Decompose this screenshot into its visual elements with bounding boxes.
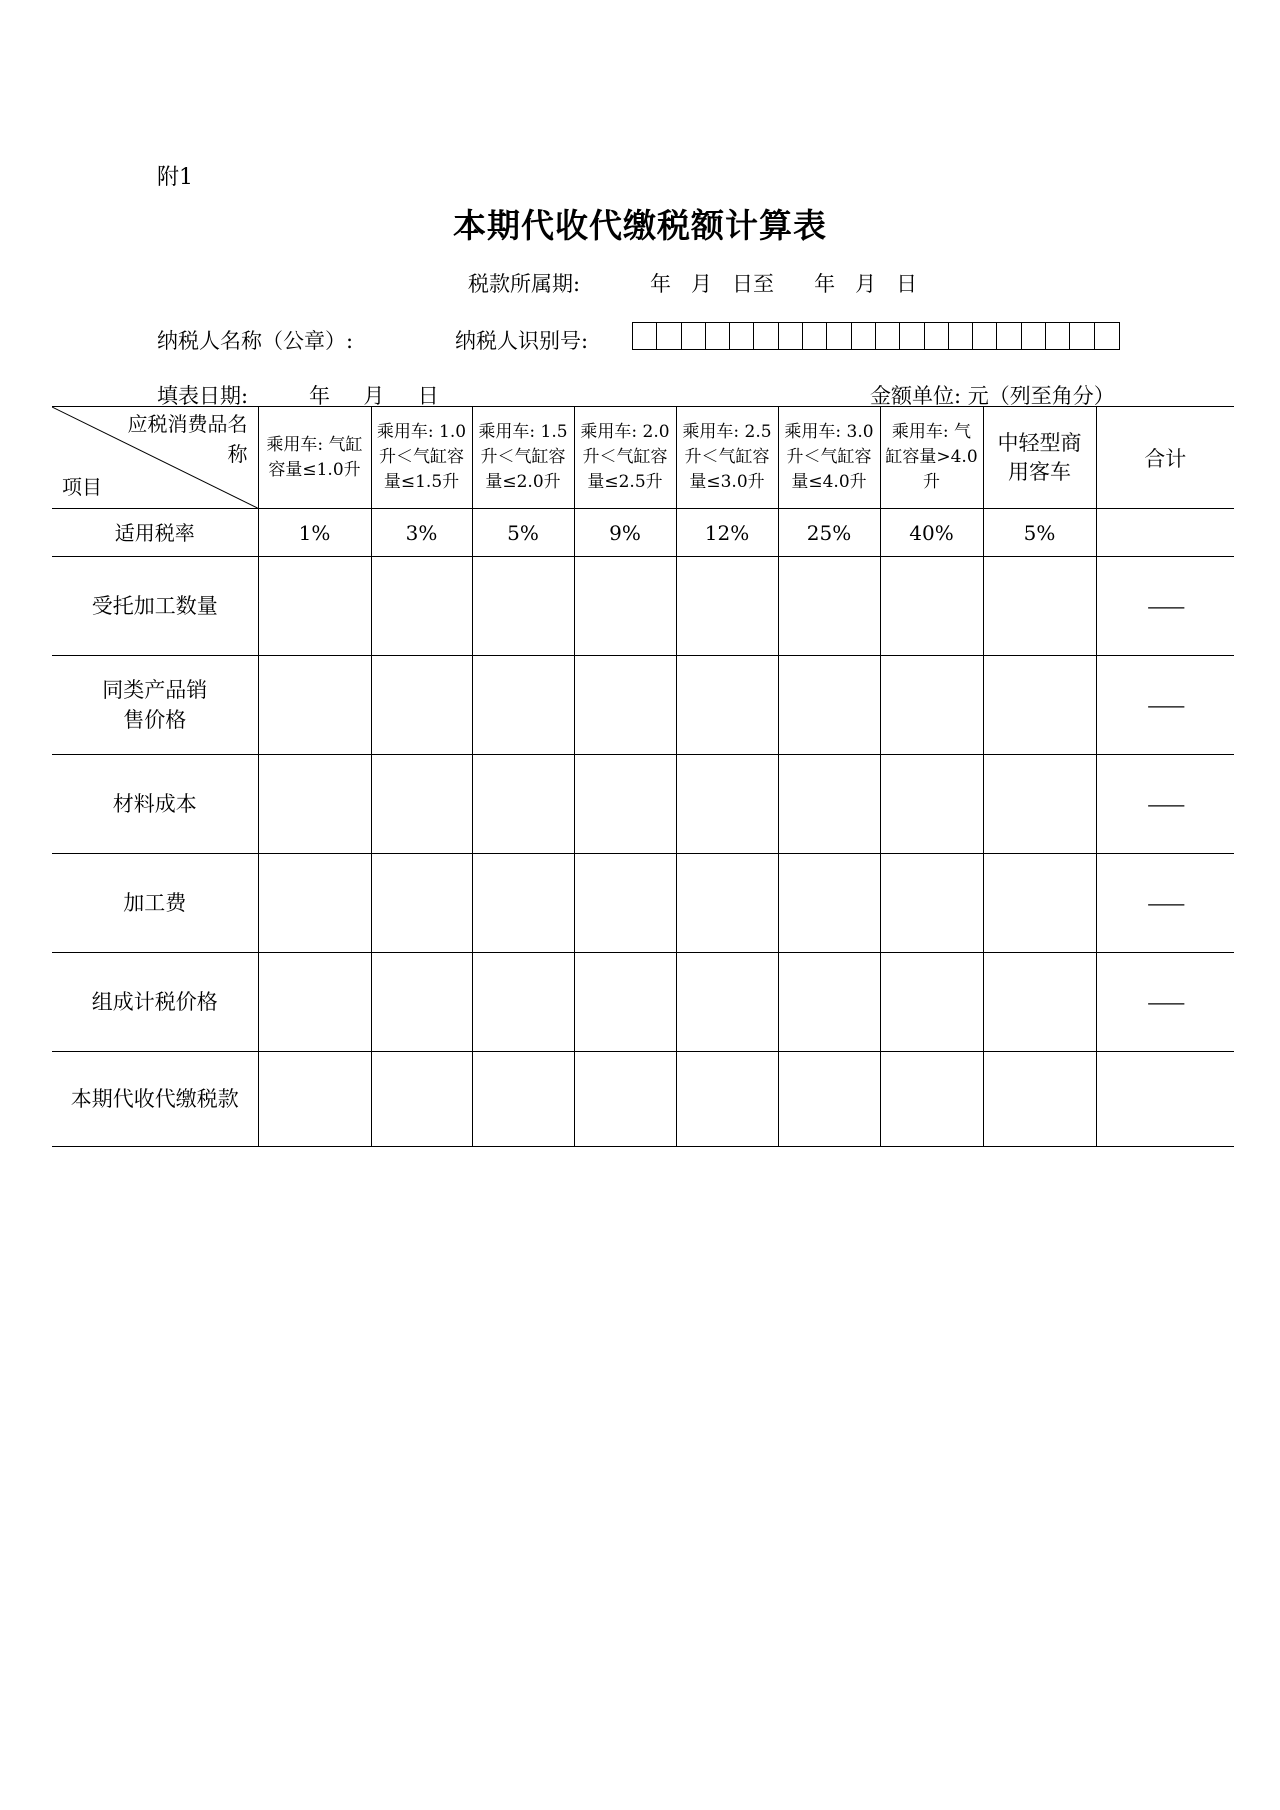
total-cell: —— xyxy=(1096,755,1234,854)
tax-rate-row xyxy=(52,509,1234,557)
row-label: 组成计税价格 xyxy=(52,953,258,1052)
table-header-row xyxy=(52,407,1234,509)
input-cell[interactable] xyxy=(371,755,472,854)
tax-rate-cell: 5% xyxy=(472,509,574,557)
input-cell[interactable] xyxy=(574,953,676,1052)
input-cell[interactable] xyxy=(778,656,880,755)
id-digit-box[interactable] xyxy=(876,323,900,349)
tax-rate-cell: 5% xyxy=(983,509,1096,557)
id-digit-box[interactable] xyxy=(1095,323,1119,349)
id-digit-box[interactable] xyxy=(1046,323,1070,349)
input-cell[interactable] xyxy=(880,1052,983,1147)
column-header: 乘用车: 1.0升＜气缸容量≤1.5升 xyxy=(371,407,472,509)
input-cell[interactable] xyxy=(258,656,371,755)
input-cell[interactable] xyxy=(258,953,371,1052)
id-digit-box[interactable] xyxy=(949,323,973,349)
attachment-label: 附1 xyxy=(157,165,193,190)
id-digit-box[interactable] xyxy=(1022,323,1046,349)
tax-period-value: 年 月 日至 年 月 日 xyxy=(650,272,918,296)
tax-period-label: 税款所属期: xyxy=(468,272,581,296)
input-cell[interactable] xyxy=(676,755,778,854)
input-cell[interactable] xyxy=(880,557,983,656)
input-cell[interactable] xyxy=(371,557,472,656)
id-digit-box[interactable] xyxy=(803,323,827,349)
taxpayer-id-boxes xyxy=(632,322,1120,350)
row-label: 本期代收代缴税款 xyxy=(52,1052,258,1147)
input-cell[interactable] xyxy=(676,1052,778,1147)
input-cell[interactable] xyxy=(371,953,472,1052)
column-header: 乘用车: 气缸容量≤1.0升 xyxy=(258,407,371,509)
input-cell[interactable] xyxy=(472,755,574,854)
input-cell[interactable] xyxy=(880,755,983,854)
id-digit-box[interactable] xyxy=(779,323,803,349)
product-name-header: 应税消费品名称 xyxy=(127,412,248,466)
tax-rate-cell: 3% xyxy=(371,509,472,557)
id-digit-box[interactable] xyxy=(682,323,706,349)
corner-header-cell xyxy=(52,407,258,509)
table-row xyxy=(52,854,1234,953)
table-row xyxy=(52,953,1234,1052)
input-cell[interactable] xyxy=(778,755,880,854)
input-cell[interactable] xyxy=(574,656,676,755)
column-header: 乘用车: 3.0升＜气缸容量≤4.0升 xyxy=(778,407,880,509)
input-cell[interactable] xyxy=(983,854,1096,953)
page-title: 本期代收代缴税额计算表 xyxy=(453,206,827,245)
table-row xyxy=(52,557,1234,656)
input-cell[interactable] xyxy=(983,953,1096,1052)
input-cell[interactable] xyxy=(472,953,574,1052)
input-cell[interactable] xyxy=(880,953,983,1052)
fill-date-value: 年 月 日 xyxy=(309,384,439,408)
input-cell[interactable] xyxy=(983,656,1096,755)
tax-rate-cell: 12% xyxy=(676,509,778,557)
input-cell[interactable] xyxy=(472,656,574,755)
column-header: 乘用车: 1.5升＜气缸容量≤2.0升 xyxy=(472,407,574,509)
total-cell: —— xyxy=(1096,854,1234,953)
row-label: 适用税率 xyxy=(52,509,258,557)
input-cell[interactable] xyxy=(574,1052,676,1147)
id-digit-box[interactable] xyxy=(900,323,924,349)
tax-rate-cell: 40% xyxy=(880,509,983,557)
column-header: 乘用车: 气缸容量>4.0升 xyxy=(880,407,983,509)
id-digit-box[interactable] xyxy=(633,323,657,349)
id-digit-box[interactable] xyxy=(997,323,1021,349)
input-cell[interactable] xyxy=(778,854,880,953)
id-digit-box[interactable] xyxy=(827,323,851,349)
item-header: 项目 xyxy=(62,475,102,499)
input-cell[interactable] xyxy=(676,854,778,953)
input-cell[interactable] xyxy=(258,755,371,854)
tax-calculation-table xyxy=(52,406,1234,1147)
input-cell[interactable] xyxy=(574,854,676,953)
input-cell[interactable] xyxy=(472,1052,574,1147)
input-cell[interactable] xyxy=(778,557,880,656)
input-cell[interactable] xyxy=(676,953,778,1052)
row-label: 受托加工数量 xyxy=(52,557,258,656)
input-cell[interactable] xyxy=(676,557,778,656)
input-cell[interactable] xyxy=(983,557,1096,656)
total-cell: —— xyxy=(1096,557,1234,656)
input-cell[interactable] xyxy=(258,854,371,953)
input-cell[interactable] xyxy=(676,656,778,755)
input-cell[interactable] xyxy=(880,656,983,755)
id-digit-box[interactable] xyxy=(754,323,778,349)
id-digit-box[interactable] xyxy=(730,323,754,349)
table-row xyxy=(52,1052,1234,1147)
table-row xyxy=(52,755,1234,854)
input-cell[interactable] xyxy=(778,1052,880,1147)
input-cell[interactable] xyxy=(472,854,574,953)
id-digit-box[interactable] xyxy=(1070,323,1094,349)
row-label: 同类产品销售价格 xyxy=(52,656,258,755)
fill-date-label: 填表日期: xyxy=(157,384,249,408)
input-cell[interactable] xyxy=(983,755,1096,854)
tax-rate-cell: 9% xyxy=(574,509,676,557)
tax-rate-total-cell xyxy=(1096,509,1234,557)
total-cell[interactable] xyxy=(1096,1052,1234,1147)
taxpayer-id-label: 纳税人识别号: xyxy=(455,329,589,353)
column-header: 中轻型商用客车 xyxy=(983,407,1096,509)
table-row xyxy=(52,656,1234,755)
input-cell[interactable] xyxy=(778,953,880,1052)
id-digit-box[interactable] xyxy=(973,323,997,349)
input-cell[interactable] xyxy=(983,1052,1096,1147)
input-cell[interactable] xyxy=(371,854,472,953)
total-cell: —— xyxy=(1096,656,1234,755)
input-cell[interactable] xyxy=(574,755,676,854)
input-cell[interactable] xyxy=(258,557,371,656)
id-digit-box[interactable] xyxy=(706,323,730,349)
amount-unit-label: 金额单位: 元（列至角分） xyxy=(870,384,1115,408)
total-cell: —— xyxy=(1096,953,1234,1052)
id-digit-box[interactable] xyxy=(925,323,949,349)
column-header: 乘用车: 2.0升＜气缸容量≤2.5升 xyxy=(574,407,676,509)
input-cell[interactable] xyxy=(472,557,574,656)
input-cell[interactable] xyxy=(574,557,676,656)
tax-rate-cell: 25% xyxy=(778,509,880,557)
input-cell[interactable] xyxy=(880,854,983,953)
row-label: 加工费 xyxy=(52,854,258,953)
tax-rate-cell: 1% xyxy=(258,509,371,557)
id-digit-box[interactable] xyxy=(657,323,681,349)
input-cell[interactable] xyxy=(258,1052,371,1147)
id-digit-box[interactable] xyxy=(852,323,876,349)
taxpayer-name-label: 纳税人名称（公章）: xyxy=(157,329,354,353)
column-header: 乘用车: 2.5升＜气缸容量≤3.0升 xyxy=(676,407,778,509)
input-cell[interactable] xyxy=(371,1052,472,1147)
input-cell[interactable] xyxy=(371,656,472,755)
row-label: 材料成本 xyxy=(52,755,258,854)
total-column-header: 合计 xyxy=(1096,407,1234,509)
